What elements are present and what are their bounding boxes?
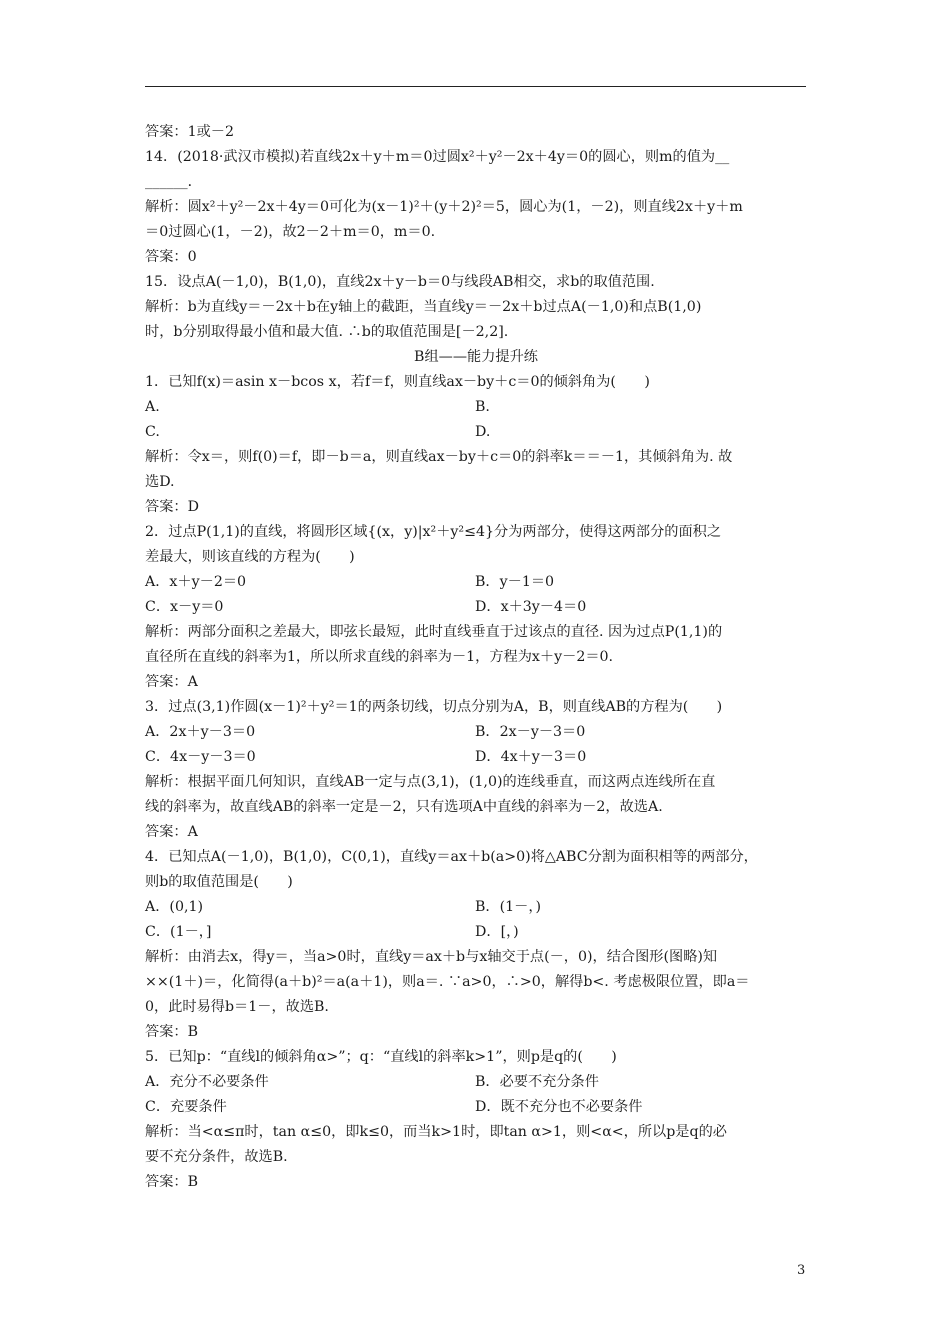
option-c: C．(1－，] [145,924,212,940]
header-rule [145,86,806,87]
solution-text: 时，b分别取得最小值和最大值. ∴b的取值范围是[－2,2]. [145,324,509,340]
solution-text: 解析：圆x²＋y²－2x＋4y＝0可化为(x－1)²＋(y＋2)²＝5，圆心为(1，－2)，则直线2x＋y＋m [145,199,743,215]
option-row [145,595,807,620]
solution-text: 解析：当<α≤π时，tan α≤0，即k≤0，而当k>1时，即tan α>1，则<α<，所以p是q的必 [145,1124,727,1140]
option-c: C．x－y＝0 [145,599,224,615]
page-number: 3 [797,1263,806,1278]
answer-line: 答案：D [145,499,199,515]
solution-text: 解析：由消去x，得y＝，当a>0时，直线y＝ax＋b与x轴交于点(－，0)，结合图形(图略)知 [145,949,718,965]
question-text: 2．过点P(1,1)的直线，将圆形区域{(x，y)|x²＋y²≤4}分为两部分，使得这两部分的面积之 [145,524,722,540]
solution-text: 解析：根据平面几何知识，直线AB一定与点(3,1)，(1,0)的连线垂直，而这两点连线所在直 [145,774,716,790]
option-row [145,420,807,445]
answer-line: 答案：0 [145,249,197,265]
option-b: B．y－1＝0 [475,574,555,590]
solution-text: 直径所在直线的斜率为1，所以所求直线的斜率为－1，方程为x＋y－2＝0. [145,649,614,665]
option-row [145,1070,807,1095]
answer-line: 答案：1或－2 [145,124,234,140]
question-text: 3．过点(3,1)作圆(x－1)²＋y²＝1的两条切线，切点分别为A，B，则直线AB的方程为( ) [145,699,723,715]
option-d: D．既不充分也不必要条件 [475,1099,643,1115]
solution-text: 要不充分条件，故选B. [145,1149,288,1165]
option-d: D．4x＋y－3＝0 [475,749,587,765]
question-text: 5．已知p：“直线l的倾斜角α>”；q：“直线l的斜率k>1”，则p是q的( ) [145,1049,617,1065]
option-c: C. [145,424,160,440]
option-a: A．充分不必要条件 [145,1074,269,1090]
option-b: B．必要不充分条件 [475,1074,599,1090]
option-row [145,720,807,745]
solution-text: ＝0过圆心(1，－2)，故2－2＋m＝0，m＝0. [145,224,436,240]
solution-text: ××(1＋)＝，化简得(a＋b)²＝a(a＋1)，则a＝. ∵a>0，∴>0，解得b<. 考虑极限位置，即a＝ [145,974,750,990]
question-text: 1．已知f(x)＝asin x－bcos x，若f＝f，则直线ax－by＋c＝0的倾斜角为( ) [145,374,650,390]
option-row [145,1095,807,1120]
question-text: 14．(2018·武汉市模拟)若直线2x＋y＋m＝0过圆x²＋y²－2x＋4y＝0的圆心，则m的值为__ [145,149,730,165]
option-a: A．(0,1) [145,899,204,915]
solution-text: 选D. [145,474,175,490]
answer-line: 答案：B [145,1024,198,1040]
option-d: D．[，) [475,924,519,940]
option-c: C．充要条件 [145,1099,227,1115]
answer-line: 答案：B [145,1174,198,1190]
option-b: B．2x－y－3＝0 [475,724,586,740]
option-b: B．(1－，) [475,899,541,915]
section-heading: B组——能力提升练 [414,349,538,365]
question-text: 4．已知点A(－1,0)，B(1,0)，C(0,1)，直线y＝ax＋b(a>0)将△ABC分割为面积相等的两部分， [145,849,758,865]
solution-text: 解析：令x＝，则f(0)＝f，即－b＝a，则直线ax－by＋c＝0的斜率k＝＝－1，其倾斜角为. 故 [145,449,733,465]
option-row [145,895,807,920]
answer-line: 答案：A [145,674,198,690]
option-row [145,920,807,945]
option-row [145,745,807,770]
option-d: D．x＋3y－4＝0 [475,599,587,615]
question-text: ______． [145,174,202,190]
answer-line: 答案：A [145,824,198,840]
question-text: 15．设点A(－1,0)，B(1,0)，直线2x＋y－b＝0与线段AB相交，求b的取值范围. [145,274,655,290]
document-body [145,120,807,1195]
question-text: 则b的取值范围是( ) [145,874,293,890]
option-row [145,395,807,420]
option-a: A. [145,399,160,415]
option-c: C．4x－y－3＝0 [145,749,256,765]
solution-text: 解析：两部分面积之差最大，即弦长最短，此时直线垂直于过该点的直径. 因为过点P(1,1)的 [145,624,723,640]
solution-text: 解析：b为直线y＝－2x＋b在y轴上的截距，当直线y＝－2x＋b过点A(－1,0)和点B(1,0) [145,299,702,315]
question-text: 差最大，则该直线的方程为( ) [145,549,355,565]
solution-text: 0，此时易得b＝1－，故选B. [145,999,329,1015]
option-a: A．2x＋y－3＝0 [145,724,256,740]
option-row [145,570,807,595]
option-b: B. [475,399,490,415]
solution-text: 线的斜率为，故直线AB的斜率一定是－2，只有选项A中直线的斜率为－2，故选A. [145,799,663,815]
option-a: A．x＋y－2＝0 [145,574,247,590]
option-d: D. [475,424,491,440]
